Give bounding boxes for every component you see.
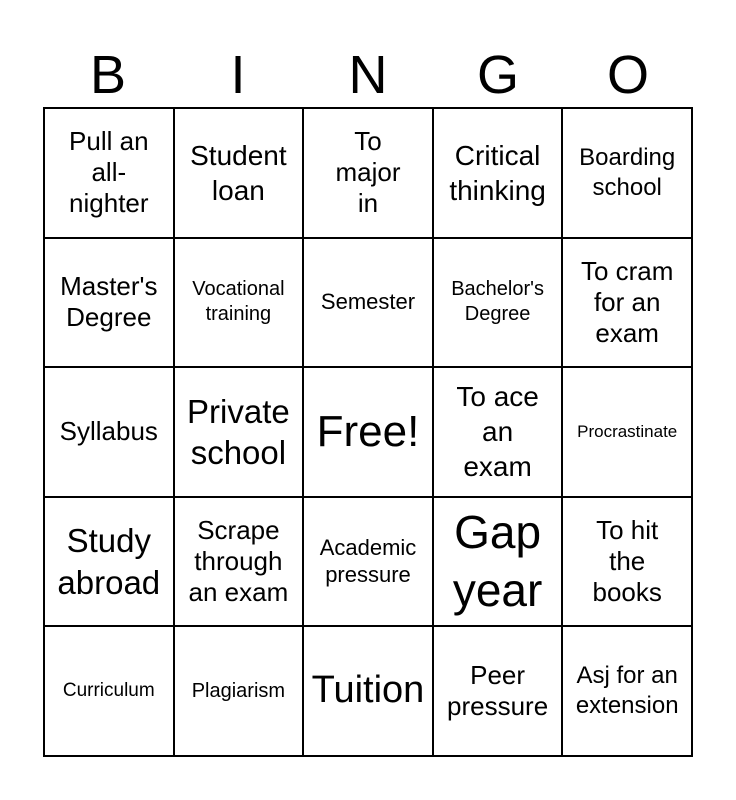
bingo-cell[interactable]: Tuition	[303, 626, 433, 756]
header-letter-o: O	[606, 45, 649, 105]
bingo-cell[interactable]: Bachelor's Degree	[433, 238, 563, 368]
bingo-cell[interactable]: Syllabus	[44, 367, 174, 497]
bingo-cell[interactable]: To hit the books	[562, 497, 692, 627]
bingo-cell[interactable]: Procrastinate	[562, 367, 692, 497]
header-letter-g: G	[476, 45, 519, 105]
bingo-cell[interactable]: Study abroad	[44, 497, 174, 627]
bingo-header	[43, 42, 693, 108]
bingo-cell[interactable]: Asj for an extension	[562, 626, 692, 756]
bingo-cell[interactable]: Gap year	[433, 497, 563, 627]
bingo-cell[interactable]: Master's Degree	[44, 238, 174, 368]
bingo-cell[interactable]: Student loan	[174, 108, 304, 238]
header-letter-b: B	[89, 45, 127, 105]
bingo-cell[interactable]: Private school	[174, 367, 304, 497]
bingo-cell[interactable]: Peer pressure	[433, 626, 563, 756]
bingo-board	[43, 107, 693, 757]
bingo-cell[interactable]: Vocational training	[174, 238, 304, 368]
bingo-cell[interactable]: To cram for an exam	[562, 238, 692, 368]
bingo-cell[interactable]: Critical thinking	[433, 108, 563, 238]
bingo-cell[interactable]: To major in	[303, 108, 433, 238]
bingo-cell[interactable]: Boarding school	[562, 108, 692, 238]
bingo-cell[interactable]: To ace an exam	[433, 367, 563, 497]
bingo-cell[interactable]: Academic pressure	[303, 497, 433, 627]
bingo-cell[interactable]: Scrape through an exam	[174, 497, 304, 627]
header-letter-i: I	[230, 45, 246, 105]
bingo-cell[interactable]: Curriculum	[44, 626, 174, 756]
header-letter-n: N	[348, 45, 388, 105]
bingo-cell[interactable]: Plagiarism	[174, 626, 304, 756]
bingo-cell[interactable]: Semester	[303, 238, 433, 368]
free-space[interactable]: Free!	[303, 367, 433, 497]
bingo-cell[interactable]: Pull an all- nighter	[44, 108, 174, 238]
